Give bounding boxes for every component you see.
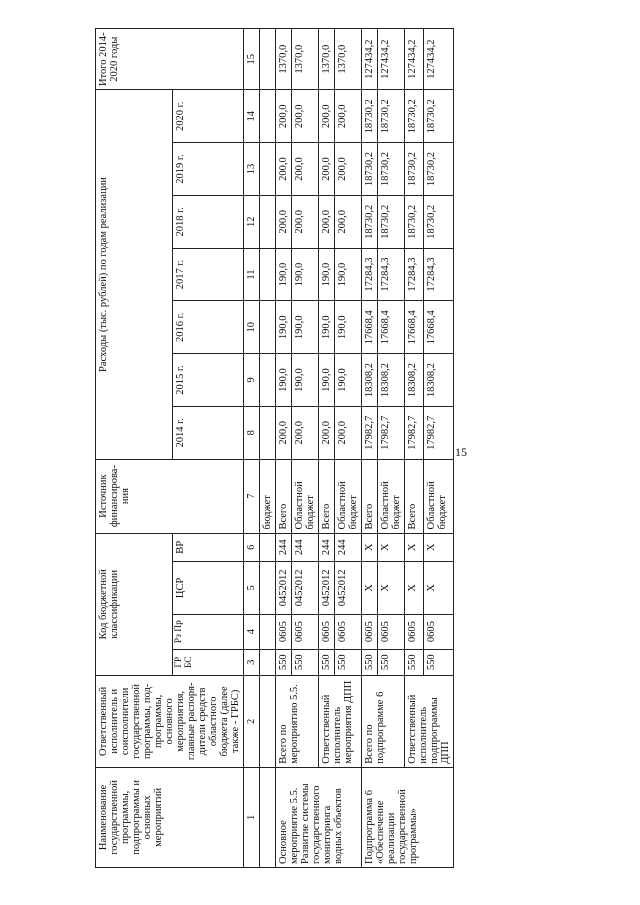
value-cell: 200,0 bbox=[335, 406, 362, 459]
header-year: 2014 г. bbox=[173, 406, 244, 459]
col-number: 15 bbox=[244, 29, 260, 90]
col-number: 7 bbox=[244, 459, 260, 533]
source-cell: Областной бюджет bbox=[423, 459, 454, 533]
col-number: 9 bbox=[244, 354, 260, 407]
value-cell: 18308,2 bbox=[378, 354, 405, 407]
page-number: 15 bbox=[455, 445, 467, 459]
col-number: 14 bbox=[244, 90, 260, 143]
grbs-cell: 550 bbox=[319, 649, 335, 675]
col-number: 10 bbox=[244, 301, 260, 354]
header-year: 2019 г. bbox=[173, 143, 244, 196]
value-cell: 17668,4 bbox=[405, 301, 423, 354]
responsible-cell: Ответственный исполнитель подпрограммы ДПП bbox=[405, 675, 454, 767]
grbs-cell: 550 bbox=[335, 649, 362, 675]
column-number-row bbox=[244, 29, 260, 868]
vr-cell: 244 bbox=[276, 533, 292, 562]
value-cell: 190,0 bbox=[335, 248, 362, 301]
value-cell: 18730,2 bbox=[423, 195, 454, 248]
source-cell: Областной бюджет bbox=[292, 459, 319, 533]
vr-cell: 244 bbox=[292, 533, 319, 562]
value-cell: 18730,2 bbox=[362, 143, 378, 196]
value-cell: 200,0 bbox=[335, 195, 362, 248]
value-cell: 190,0 bbox=[319, 248, 335, 301]
value-cell: 18730,2 bbox=[423, 90, 454, 143]
header-year: 2016 г. bbox=[173, 301, 244, 354]
value-cell: 200,0 bbox=[292, 195, 319, 248]
total-cell: 127434,2 bbox=[423, 29, 454, 90]
header-responsible: Ответственный исполнитель и соисполнители государственной программы, под-программы, основного мероприятия, главные распоря-дители средств областного бюджета (далее также - ГРБС) bbox=[96, 675, 244, 767]
header-rzpr: Рз Пр bbox=[173, 614, 244, 649]
value-cell: 18730,2 bbox=[423, 143, 454, 196]
value-cell: 18730,2 bbox=[362, 195, 378, 248]
table-row bbox=[276, 29, 292, 868]
col-number: 8 bbox=[244, 406, 260, 459]
value-cell: 200,0 bbox=[276, 143, 292, 196]
budget-table bbox=[95, 28, 454, 868]
value-cell: 200,0 bbox=[319, 90, 335, 143]
value-cell: 17284,3 bbox=[423, 248, 454, 301]
continuation-row bbox=[260, 29, 276, 868]
header-grbs: ГР БС bbox=[173, 649, 244, 675]
value-cell: 200,0 bbox=[319, 143, 335, 196]
col-number: 13 bbox=[244, 143, 260, 196]
table-row bbox=[362, 29, 378, 868]
header-year: 2020 г. bbox=[173, 90, 244, 143]
header-source: Источник финансирова-ния bbox=[96, 459, 244, 533]
total-cell: 1370,0 bbox=[292, 29, 319, 90]
vr-cell: 244 bbox=[319, 533, 335, 562]
total-cell: 1370,0 bbox=[335, 29, 362, 90]
header-vr: ВР bbox=[173, 533, 244, 562]
rzpr-cell: 0605 bbox=[276, 614, 292, 649]
value-cell: 17982,7 bbox=[423, 406, 454, 459]
value-cell: 17284,3 bbox=[362, 248, 378, 301]
header-year: 2018 г. bbox=[173, 195, 244, 248]
value-cell: 190,0 bbox=[276, 248, 292, 301]
grbs-cell: 550 bbox=[378, 649, 405, 675]
vr-cell: X bbox=[405, 533, 423, 562]
csr-cell: 0452012 bbox=[276, 562, 292, 615]
rzpr-cell: 0605 bbox=[292, 614, 319, 649]
value-cell: 18730,2 bbox=[378, 143, 405, 196]
value-cell: 200,0 bbox=[292, 90, 319, 143]
csr-cell: X bbox=[405, 562, 423, 615]
rzpr-cell: 0605 bbox=[405, 614, 423, 649]
value-cell: 18308,2 bbox=[423, 354, 454, 407]
vr-cell: X bbox=[362, 533, 378, 562]
responsible-cell: Ответственный исполнитель мероприятия ДПП bbox=[319, 675, 362, 767]
rzpr-cell: 0605 bbox=[335, 614, 362, 649]
csr-cell: X bbox=[423, 562, 454, 615]
source-cell: Всего bbox=[405, 459, 423, 533]
value-cell: 18308,2 bbox=[405, 354, 423, 407]
value-cell: 200,0 bbox=[319, 195, 335, 248]
csr-cell: X bbox=[378, 562, 405, 615]
value-cell: 17668,4 bbox=[423, 301, 454, 354]
value-cell: 200,0 bbox=[335, 143, 362, 196]
value-cell: 200,0 bbox=[319, 406, 335, 459]
continuation-source: бюджет bbox=[260, 459, 276, 533]
header-total: Итого 2014-2020 годы bbox=[96, 29, 244, 90]
col-number: 4 bbox=[244, 614, 260, 649]
col-number: 11 bbox=[244, 248, 260, 301]
rzpr-cell: 0605 bbox=[319, 614, 335, 649]
total-cell: 127434,2 bbox=[405, 29, 423, 90]
value-cell: 190,0 bbox=[292, 248, 319, 301]
value-cell: 17284,3 bbox=[378, 248, 405, 301]
program-name: Основное мероприятие 5.5. Развитие системы государственного мониторинга водных объектов bbox=[276, 767, 362, 867]
value-cell: 17982,7 bbox=[405, 406, 423, 459]
value-cell: 18730,2 bbox=[405, 195, 423, 248]
header-csr: ЦСР bbox=[173, 562, 244, 615]
value-cell: 200,0 bbox=[276, 90, 292, 143]
value-cell: 190,0 bbox=[319, 354, 335, 407]
value-cell: 18730,2 bbox=[405, 90, 423, 143]
value-cell: 17982,7 bbox=[378, 406, 405, 459]
col-number: 6 bbox=[244, 533, 260, 562]
value-cell: 200,0 bbox=[292, 143, 319, 196]
program-name: Подпрограмма 6 «Обеспечение реализации государственной программы» bbox=[362, 767, 454, 867]
source-cell: Всего bbox=[276, 459, 292, 533]
value-cell: 18730,2 bbox=[378, 90, 405, 143]
value-cell: 190,0 bbox=[335, 301, 362, 354]
vr-cell: X bbox=[423, 533, 454, 562]
value-cell: 18308,2 bbox=[362, 354, 378, 407]
total-cell: 127434,2 bbox=[378, 29, 405, 90]
total-cell: 1370,0 bbox=[276, 29, 292, 90]
header-expense-group: Расходы (тыс. рублей) по годам реализации bbox=[96, 90, 173, 459]
vr-cell: 244 bbox=[335, 533, 362, 562]
col-number: 3 bbox=[244, 649, 260, 675]
rzpr-cell: 0605 bbox=[423, 614, 454, 649]
value-cell: 200,0 bbox=[335, 90, 362, 143]
value-cell: 190,0 bbox=[319, 301, 335, 354]
grbs-cell: 550 bbox=[362, 649, 378, 675]
value-cell: 190,0 bbox=[276, 354, 292, 407]
col-number: 12 bbox=[244, 195, 260, 248]
grbs-cell: 550 bbox=[276, 649, 292, 675]
value-cell: 200,0 bbox=[276, 195, 292, 248]
value-cell: 18730,2 bbox=[362, 90, 378, 143]
rotated-page bbox=[95, 28, 565, 868]
csr-cell: 0452012 bbox=[319, 562, 335, 615]
source-cell: Всего bbox=[319, 459, 335, 533]
col-number: 1 bbox=[244, 767, 260, 867]
table-row bbox=[405, 29, 423, 868]
value-cell: 190,0 bbox=[292, 354, 319, 407]
value-cell: 18730,2 bbox=[405, 143, 423, 196]
value-cell: 17982,7 bbox=[362, 406, 378, 459]
header-name: Наименование государственной программы, подпрограммы и основных мероприятий bbox=[96, 767, 244, 867]
total-cell: 1370,0 bbox=[319, 29, 335, 90]
value-cell: 17668,4 bbox=[378, 301, 405, 354]
grbs-cell: 550 bbox=[292, 649, 319, 675]
source-cell: Всего bbox=[362, 459, 378, 533]
col-number: 5 bbox=[244, 562, 260, 615]
total-cell: 127434,2 bbox=[362, 29, 378, 90]
value-cell: 200,0 bbox=[276, 406, 292, 459]
source-cell: Областной бюджет bbox=[378, 459, 405, 533]
csr-cell: 0452012 bbox=[335, 562, 362, 615]
csr-cell: X bbox=[362, 562, 378, 615]
grbs-cell: 550 bbox=[423, 649, 454, 675]
csr-cell: 0452012 bbox=[292, 562, 319, 615]
value-cell: 17668,4 bbox=[362, 301, 378, 354]
responsible-cell: Всего по подпрограмме 6 bbox=[362, 675, 405, 767]
value-cell: 190,0 bbox=[276, 301, 292, 354]
header-code-group: Код бюджетной классификации bbox=[96, 533, 173, 675]
rzpr-cell: 0605 bbox=[362, 614, 378, 649]
rzpr-cell: 0605 bbox=[378, 614, 405, 649]
grbs-cell: 550 bbox=[405, 649, 423, 675]
table-row bbox=[319, 29, 335, 868]
value-cell: 190,0 bbox=[292, 301, 319, 354]
value-cell: 18730,2 bbox=[378, 195, 405, 248]
value-cell: 200,0 bbox=[292, 406, 319, 459]
source-cell: Областной бюджет bbox=[335, 459, 362, 533]
value-cell: 190,0 bbox=[335, 354, 362, 407]
col-number: 2 bbox=[244, 675, 260, 767]
vr-cell: X bbox=[378, 533, 405, 562]
value-cell: 17284,3 bbox=[405, 248, 423, 301]
header-year: 2015 г. bbox=[173, 354, 244, 407]
responsible-cell: Всего по мероприятию 5.5. bbox=[276, 675, 319, 767]
header-year: 2017 г. bbox=[173, 248, 244, 301]
